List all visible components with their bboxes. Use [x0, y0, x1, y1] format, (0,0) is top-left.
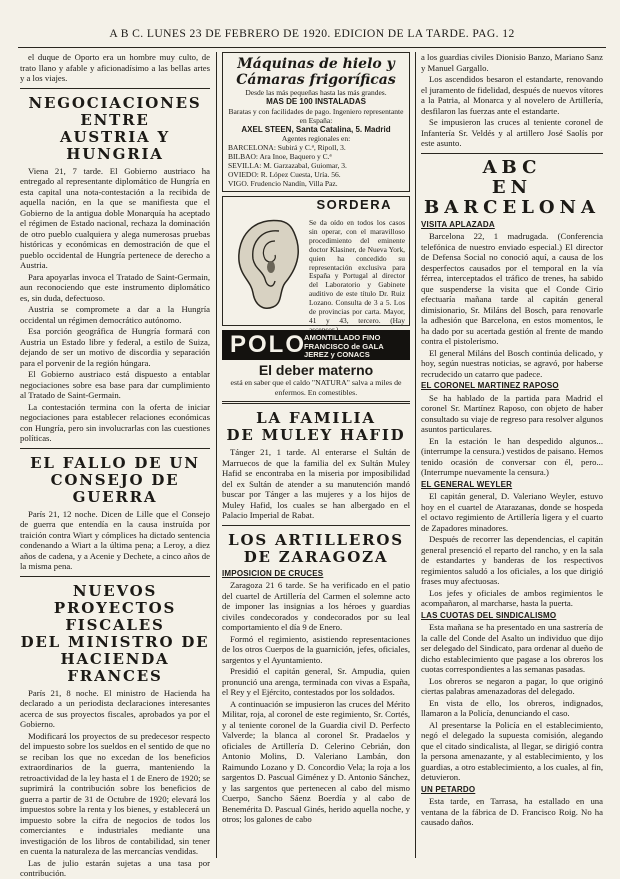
article-title: LA FAMILIA DE MULEY HAFID: [226, 409, 406, 444]
article-paragraph: Barcelona 22, 1 madrugada. (Conferencia telefónica de nuestro enviado especial.) El director de Defensa Social no conoció aquí, a causa de los desperfectos causados por el temporal en la vía férrea, interceptados el tráfico de trenes, ha sabido que suspenderse la visita que el Conde Cirio efectuaría mañana tarde al capitán general dimisionario, Sr. Miláns del Bosch, para renovarle la adhesión que Barcelona, en estos momentos, le ha dado por su acertada gestión al frente de mando contra el pistolerismo.: [421, 231, 603, 346]
article-paragraph: El general Miláns del Bosch continúa delicado, y hoy, según nuestras noticias, se agravó, por haberse recrudecido un catarro que padece.: [421, 347, 603, 379]
article-paragraph: Austria se compromete a dar a la Hungría occidental un régimen democrático autónomo.: [20, 304, 210, 325]
ear-illustration: [229, 215, 305, 313]
article-subheading: IMPOSICION DE CRUCES: [222, 568, 324, 578]
ad-text: Se da oído en todos los casos sin operar, con el maravilloso procedimiento del eminente doctor Klasiner, de Nueva York, quien ha concedido su representación exclusiva para España y Portugal al director del Laboratorio y Gabinete auditivo de este título Dr. Ruiz Lozano. Consulta de 3 a 5. Los de provincias por carta. Mayor, 41 y 43, tercero. (Hay: [309, 218, 405, 325]
article-consejo-guerra: [20, 455, 210, 572]
polo-logo: POLO: [230, 331, 307, 358]
article-title: NUEVOS PROYECTOS FISCALES DEL MINISTRO DE HACIENDA FRANCES: [20, 581, 210, 685]
article-paragraph: a los guardias civiles Dionisio Banzo, Mariano Sanz y Manuel Gargallo.: [421, 52, 603, 73]
article-paragraph: La contestación termina con la oferta de iniciar negociaciones para establecer relaciones económicas con Hungría, pero sin involucrarlas con las cuestiones políticas.: [20, 401, 210, 443]
ad-agent-list: BARCELONA: Subirá y C.ª, Ripoll, 3. BILBAO: Ara Inoe, Baquero y C.ª SEVILLA: M. Garzazabal, Guiomar, 3. OVIEDO: R. López Cuesta, Uría. 56. VIGO. Frudencio Nandín, Villa Paz.: [228, 143, 347, 188]
article-paragraph: Después de recorrer las dependencias, el capitán general presenció el reparto del rancho, y en la sala de estandartes y banderas de los respectivos regimientos saludó a los oficiales, a los que dirigió frases muy afectuosas.: [421, 534, 603, 586]
article-paragraph: El Gobierno austriaco está dispuesto a entablar negociaciones sobre esa base para dar cumplimiento al Tratado de Saint-Germain.: [20, 369, 210, 400]
column-divider-1: [216, 52, 217, 858]
article-paragraph: El capitán general, D. Valeriano Weyler, estuvo hoy en el cuartel de Atarazanas, donde se hospeda el octavo regimiento de Artillería ligera y el cuarto de Zapadores minadores.: [421, 491, 603, 533]
article-paragraph: A continuación se impusieron las cruces del Mérito Militar, roja, al coronel de este regimiento, Sr. Cortés, y al teniente coronel de la Guardia civil D. Perfecto Valverde; la blanca al coronel Sr. Pradaelos y oficiales de Artillería D. Celerino Cebrián, don Antonio Molins, D. Valeriano Lambán, don Raimundo Lozano y D. Concordio Vela; la roja a los sargentos D. Pascual Giménez y D. Antonio Sánchez, y las sargentos que pertenecen al cabo del mismo Cuerpo, Sancho Sáenz Boerdía y al cabo de Benemérita D. Pascual Ginés, herido aquella noche, y otros; los galones de cabo: [222, 698, 410, 824]
article-paragraph: Al presentarse la Policía en el establecimiento, negó el delegado la supuesta comisión, alegando que el citado sindicalista, al llegar, se dirigió contra la persona amenazante, y al establecimiento, y los guardias, a otro establecimiento, a los cuales, al fin, detuvieron.: [421, 719, 603, 782]
ad-title: SORDERA: [316, 197, 392, 212]
article-paragraph: París 21, 12 noche. Dicen de Lille que el Consejo de guerra que entendía en la causa instruída por traición contra Wiart y cómplices ha dictado sentencia condenando a Wiart a la última pena; a Leroy, a diez años de cadena, y a Acenie y Dechete, a cinco años de la misma pena.: [20, 508, 210, 571]
divider: [20, 88, 210, 89]
ad-line: Desde las más pequeñas hasta las más grandes.: [245, 88, 387, 97]
article-paragraph: En la estación le han despedido algunos... (interrumpe la censura.) vestidos de paisano. Hemos tenido ocasión de conversar con él, pero... (Interrumpe nuevamente la censura.): [421, 435, 603, 477]
article-paragraph: Los obreros se negaron a pagar, lo que originó ciertas palabras amenazadoras del delegado.: [421, 675, 603, 696]
article-paragraph: Esta tarde, en Tarrasa, ha estallado en una ventana de la fábrica de D. Francisco Roig. No ha causado daños.: [421, 796, 603, 827]
article-artilleros-zaragoza: [222, 532, 410, 825]
article-paragraph: Modificará los proyectos de su predecesor respecto del impuesto sobre los sueldos en el sentido de que no se reciban los que no excedan de los beneficios extraordinarios de la guerra, manteniendo la retroactividad de la ley hasta el 1 de Enero de 1920; se suprimirá la contribución sobre los beneficios de guerra a partir de 31 de Octubre de 1920; elevará los impuestos sobre la renta y los bienes, y establecerá un impuesto sobre la cifra de negocios de todos los comerciantes e industriales mediante una investigación de los libros de contabilidad, sin tener en cuenta la naturaleza de las mercancías vendidas.: [20, 730, 210, 856]
article-title: ABC EN BARCELONA: [424, 156, 600, 218]
article-paragraph: Los ascendidos besaron el estandarte, renovando el juramento de fidelidad, después de nuevos vítores a la Patria, al Monarca y al novelero de Artillería, desfilaron las fuerzas ante el estandarte.: [421, 74, 603, 116]
divider: [20, 576, 210, 577]
header-rule: [18, 47, 606, 48]
ad-title: El deber materno: [258, 362, 374, 378]
article-muley-hafid: [222, 410, 410, 521]
article-paragraph: Zaragoza 21 6 tarde. Se ha verificado en el patio del cuartel de Artillería del Carmen el solemne acto de imponer las insignias a los héroes y guardias civiles condecorados y condecorados por su leal comportamiento el día 9 de Enero.: [222, 580, 410, 632]
article-paragraph: Las de julio estarán sujetas a una tasa por contribución.: [20, 857, 210, 878]
column-2: [222, 52, 410, 860]
ad-line: Agentes regionales en:: [281, 134, 351, 143]
article-paragraph: Viena 21, 7 tarde. El Gobierno austriaco ha entregado al representante diplomático de Hungría en esta capital una nota-contestación a la recibida de aquella nación, en la que se manifiesta que el Gobierno de la antigua doble Monarquía ha aceptado el régimen de Estado nacional, rechaza la dominación de otro pueblo cualquiera y alega numerosas pruebas históricas y económicas en demostración de que el pueblo occidental de Hungría pertenece de derecho a Austria.: [20, 165, 210, 270]
article-paragraph: Presidió el capitán general, Sr. Ampudia, quien pronunció una arenga, terminada con vivas a España, el Rey y el Ejército, contestados por los soldados.: [222, 666, 410, 697]
article-paragraph: Esta mañana se ha presentado en una sastrería de la calle del Conde del Asalto un individuo que dijo ser delegado del Sindicato, para ordenar al dueño de dicho establecimiento que pagase a los obreros los cuotas correspondientes a las semanas pasadas.: [421, 622, 603, 674]
article-subheading: EL GENERAL WEYLER: [421, 479, 513, 489]
ad-title: Máquinas de hielo y Cámaras frigoríficas: [236, 56, 396, 88]
article-austria-hungria: [20, 95, 210, 444]
article-title: EL FALLO DE UN CONSEJO DE GUERRA: [30, 453, 200, 506]
ad-polo: [222, 330, 410, 360]
ad-deber-materno: [222, 362, 410, 397]
divider: [222, 401, 410, 404]
article-abc-barcelona: [421, 158, 603, 828]
polo-subtitle: AMONTILLADO FINO FRANCISCO de GALA JEREZ y CONACS: [304, 333, 384, 359]
column-divider-2: [415, 52, 416, 858]
article-title: LOS ARTILLEROS DE ZARAGOZA: [228, 530, 404, 566]
ad-line: MAS DE 100 INSTALADAS: [266, 97, 366, 106]
divider: [421, 153, 603, 154]
article-paragraph: Formó el regimiento, asistiendo representaciones de los otros Cuerpos de la guarnición, jefes, oficiales, sargentos y el Ayuntamiento.: [222, 633, 410, 665]
article-subheading: EL CORONEL MARTINEZ RAPOSO: [421, 381, 559, 390]
article-subheading: UN PETARDO: [421, 784, 476, 794]
article-paragraph: París 21, 8 noche. El ministro de Hacienda ha declarado a un periodista declaraciones interesantes acerca de sus proyectos fiscales, aprobados ya por el Gobierno.: [20, 687, 210, 729]
column-3: [421, 52, 603, 860]
divider: [222, 525, 410, 526]
article-subheading: VISITA APLAZADA: [421, 219, 495, 229]
divider: [20, 448, 210, 449]
article-paragraph: Los jefes y oficiales de ambos regimientos le acompañaron, al marcharse, hasta la puerta.: [421, 587, 603, 608]
article-paragraph: Esa porción geográfica de Hungría formará con Austria un Estado libre y federal, a estilo de Suiza, dejando de ser un motivo de discordia y separación para el porvenir de la región húngara.: [20, 326, 210, 368]
column-1: [20, 52, 210, 878]
article-paragraph: Se impusieron las cruces al teniente coronel de Infantería Sr. Veldés y al artillero José Saolís por este asunto.: [421, 117, 603, 148]
article-subheading: LAS CUOTAS DEL SINDICALISMO: [421, 610, 557, 620]
page-header: A B C. LUNES 23 DE FEBRERO DE 1920. EDICION DE LA TARDE. PAG. 12: [109, 27, 515, 40]
ad-line: Baratas y con facilidades de pago. Ingeniero representante en España:: [228, 106, 404, 125]
ad-line: AXEL STEEN, Santa Catalina, 5. Madrid: [241, 124, 391, 134]
article-title: NEGOCIACIONES ENTRE AUSTRIA Y HUNGRIA: [28, 93, 202, 163]
article-paragraph: En vista de ello, los obreros, indignados, llamaron a la Policía, denunciando el caso.: [421, 697, 603, 718]
article-paragraph: Para apoyarlas invoca el Tratado de Saint-Germain, aun reconociendo que este instrumento diplomático es, sin duda, defectuoso.: [20, 271, 210, 303]
article-paragraph: Se ha hablado de la partida para Madrid el coronel Sr. Martínez Raposo, con objeto de haber consultado su viaje de regreso para resolver algunos asuntos particulares.: [421, 392, 603, 434]
article-paragraph: Tánger 21, 1 tarde. Al enterarse el Sultán de Marruecos de que la familia del ex Sultán Muley Hafid se encontraba en la miseria por imposibilidad del ex Sultán de atender a su manutención mandó buscar por Tánger a las mujeres y a los hijos de Muley Hafid, los cuales se han albergado en el Palacio Imperial de Rabat.: [222, 447, 410, 520]
intro-paragraph: el duque de Oporto era un hombre muy culto, de trato llano y afable y aficionadísimo a las bellas artes y a los viajes.: [20, 52, 210, 83]
ad-maquinas-hielo: [222, 52, 410, 192]
ad-text: está en saber que el caldo "NATURA" salva a miles de enfermos. En comestibles.: [230, 378, 402, 397]
ad-sordera: [222, 196, 410, 326]
article-proyectos-fiscales: [20, 583, 210, 879]
